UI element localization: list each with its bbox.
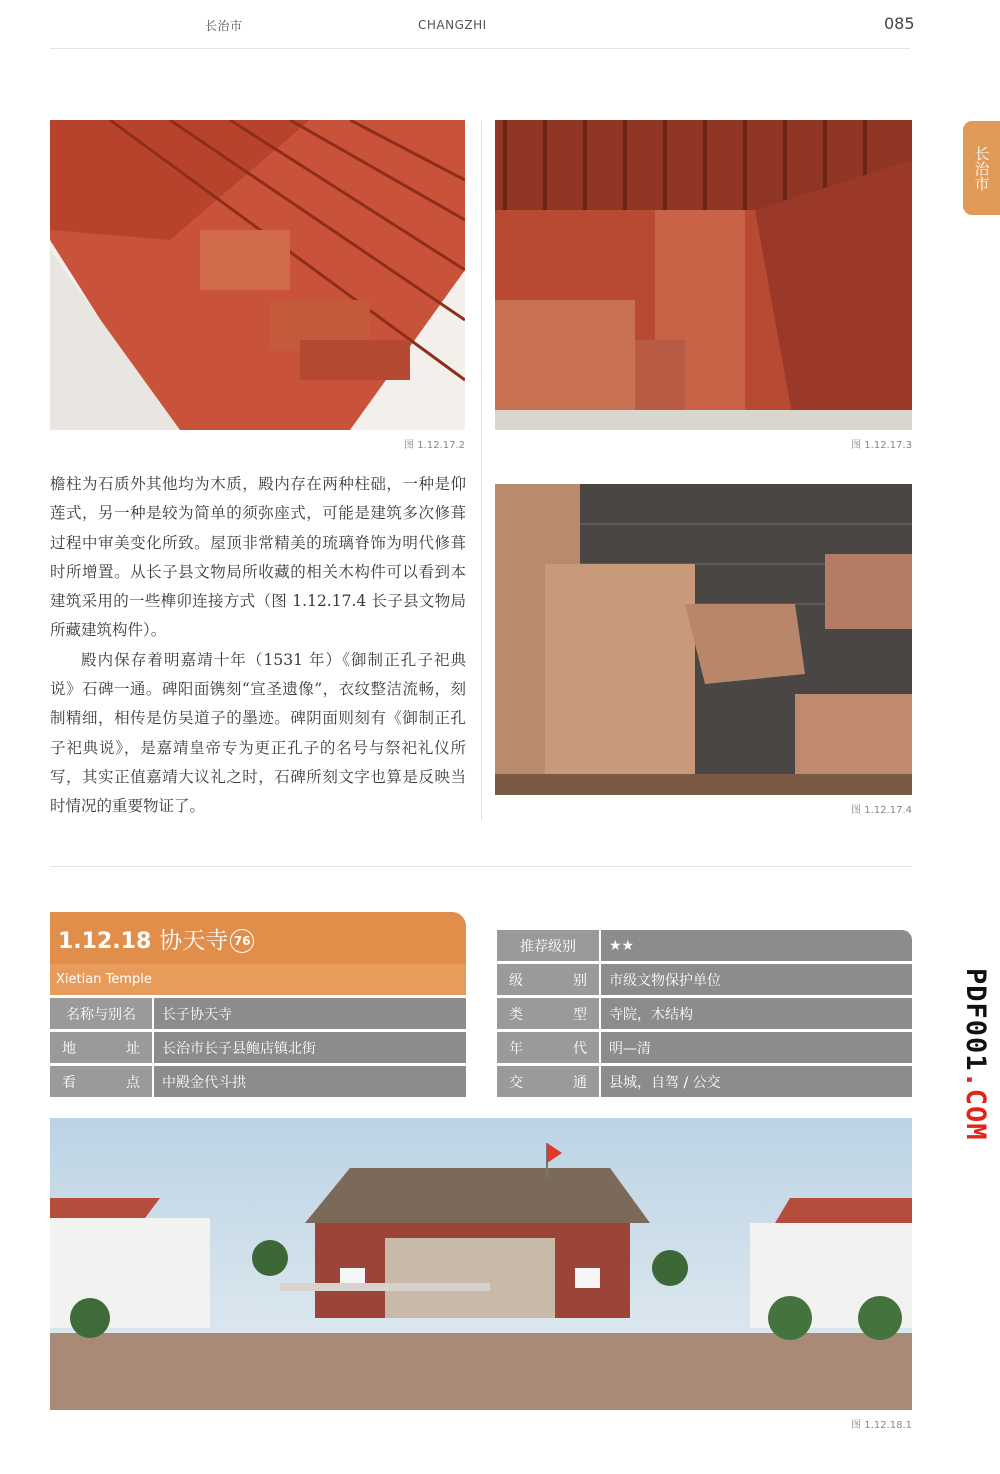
info-row-highlight	[50, 1066, 466, 1097]
info-value: 长子协天寺	[162, 1006, 232, 1023]
caption-fig-2: 图 1.12.17.3	[851, 440, 912, 451]
photo-temple-exterior	[50, 1118, 912, 1410]
header-divider	[50, 48, 910, 49]
paragraph-2: 殿内保存着明嘉靖十年（1531 年）《御制正孔子祀典说》石碑一通。碑阳面镌刻“宣圣遗像”，衣纹整洁流畅，刻制精细，相传是仿吴道子的墨迹。碑阴面则刻有《御制正孔子祀典说》，是嘉靖皇帝专为更正孔子的名号与祭祀礼仪所写，其实正值嘉靖大议礼之时，石碑所刻文字也算是反映当时情况的重要物证了。	[50, 650, 466, 816]
info-row-era	[497, 1032, 912, 1063]
section-divider	[50, 866, 912, 867]
entry-index-badge: 76	[230, 929, 254, 953]
info-row-type	[497, 998, 912, 1029]
info-key: 交 通	[497, 1066, 601, 1097]
info-row-transport	[497, 1066, 912, 1097]
info-key: 推荐级别	[497, 930, 601, 961]
info-value: 县城，自驾 / 公交	[609, 1074, 721, 1091]
info-table-left	[50, 998, 466, 1100]
body-text	[50, 470, 466, 822]
info-row-rating	[497, 930, 912, 961]
info-key: 年 代	[497, 1032, 601, 1063]
watermark: PDF001.COM	[960, 968, 991, 1141]
photo-eaves-bracket-1	[50, 120, 465, 430]
entry-title	[58, 922, 254, 955]
side-tab-label: 长治市	[972, 145, 991, 191]
info-key: 级 别	[497, 964, 601, 995]
info-key: 类 型	[497, 998, 601, 1029]
entry-name-en: Xietian Temple	[50, 964, 466, 995]
info-key: 地 址	[50, 1032, 154, 1063]
info-table-right	[497, 930, 912, 1100]
column-divider	[481, 120, 482, 820]
photo-wooden-components	[495, 484, 912, 795]
info-key: 看 点	[50, 1066, 154, 1097]
page-number: 085	[884, 14, 915, 33]
info-value: 长治市长子县鲍店镇北街	[162, 1040, 316, 1057]
paragraph-1: 檐柱为石质外其他均为木质，殿内存在两种柱础，一种是仰莲式，另一种是较为简单的须弥座式，可能是建筑多次修葺过程中审美变化所致。屋顶非常精美的琉璃脊饰为明代修葺时所增置。从长子县文物局所收藏的相关木构件可以看到本建筑采用的一些榫卯连接方式（图 1.12.17.4 长子县文物局所藏建筑构件）。	[50, 475, 466, 640]
entry-number: 1.12.18	[58, 929, 152, 954]
caption-fig-4: 图 1.12.18.1	[851, 1420, 912, 1431]
info-value: 中殿金代斗拱	[162, 1074, 246, 1091]
entry-name-cn: 协天寺	[159, 928, 229, 954]
photo-eaves-bracket-2	[495, 120, 912, 430]
caption-fig-3: 图 1.12.17.4	[851, 805, 912, 816]
header-city-cn: 长治市	[205, 19, 243, 33]
info-row-name	[50, 998, 466, 1029]
info-value: 寺院，木结构	[609, 1006, 693, 1023]
info-row-address	[50, 1032, 466, 1063]
caption-fig-1: 图 1.12.17.2	[404, 440, 465, 451]
info-value: 明—清	[609, 1040, 651, 1057]
info-key: 名称与别名	[50, 998, 154, 1029]
info-value: ★★	[609, 937, 635, 954]
side-tab[interactable]	[963, 121, 1000, 215]
info-value: 市级文物保护单位	[609, 972, 721, 989]
header-city-en: CHANGZHI	[418, 18, 487, 32]
info-row-level	[497, 964, 912, 995]
